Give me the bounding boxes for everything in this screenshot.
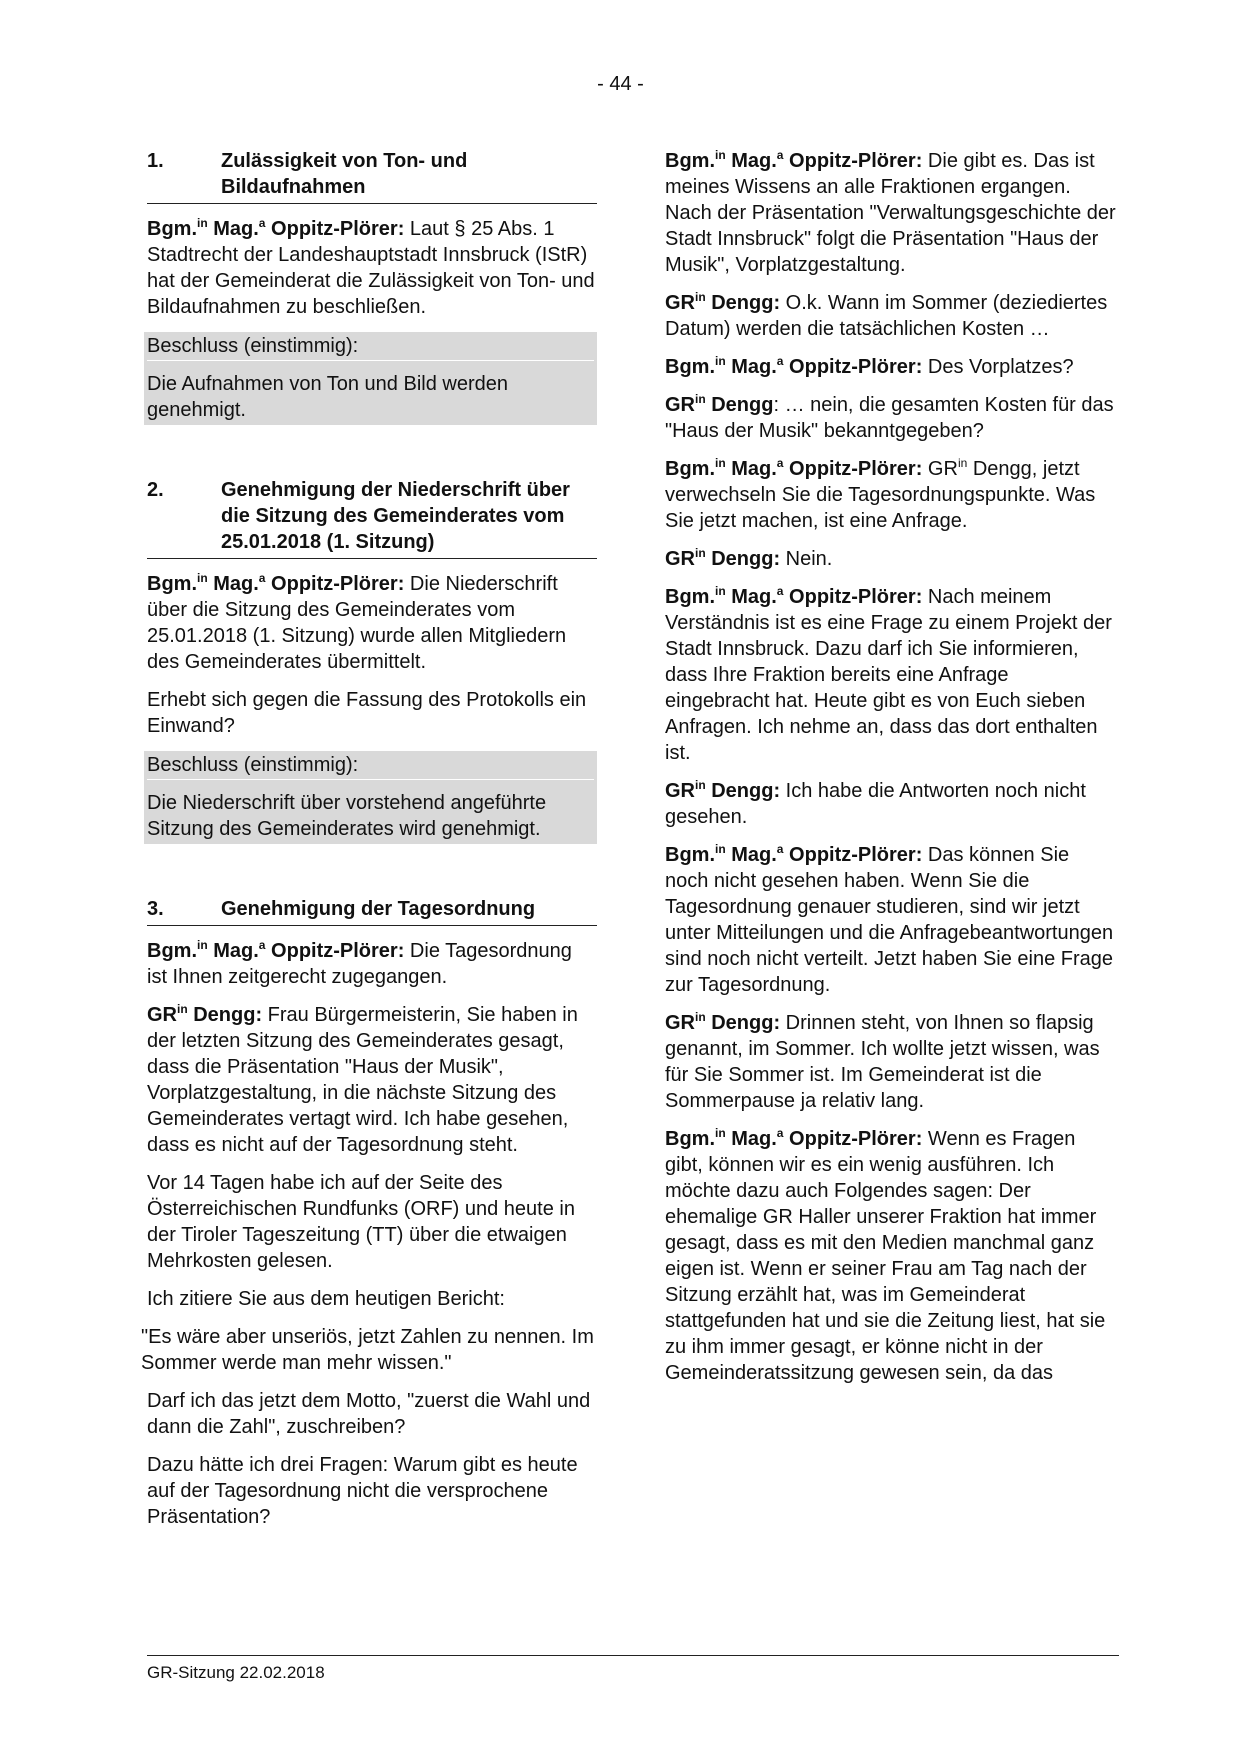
- speaker-name: Bgm.$^{in}$ Mag.$^a$ Oppitz-Plörer:: [665, 456, 923, 480]
- speaker-name: $GR^{in}$ Dengg:: [665, 1010, 781, 1034]
- paragraph: $GR^{in}$ Dengg: Drinnen steht, von Ihnen so flapsig genannt, im Sommer. Ich wollte jetzt wissen, was für Sie Sommer ist. Im Gemeinderat ist die Sommerpause ja relativ lang.: [665, 1010, 1100, 1112]
- speaker-name: Bgm.$^{in}$ Mag.$^a$ Oppitz-Plörer:: [665, 842, 923, 866]
- speaker-name: Bgm.$^{in}$ Mag.$^a$ Oppitz-Plörer:: [665, 354, 923, 378]
- paragraph: Dazu hätte ich drei Fragen: Warum gibt es heute auf der Tagesordnung nicht die versprochene Präsentation?: [147, 1454, 578, 1528]
- paragraph: Bgm.$^{in}$ Mag.$^a$ Oppitz-Plörer: Nach meinem Verständnis ist es eine Frage zu einem Projekt der Stadt Innsbruck. Dazu darf ich Sie informieren, dass Ihre Fraktion bereits eine Anfrage eingebracht hat. Heute gibt es von Euch sieben Anfragen. Ich nehme an, dass das dort enthalten ist.: [665, 584, 1112, 764]
- left-column: [141, 148, 597, 1542]
- speaker-name: $GR^{in}$ Dengg:: [665, 546, 781, 570]
- speaker-name: Bgm.$^{in}$ Mag.$^a$ Oppitz-Plörer:: [665, 1126, 923, 1150]
- speaker-name: $GR^{in}$ Dengg:: [665, 290, 781, 314]
- paragraph: $GR^{in}$ Dengg: Nein.: [665, 546, 833, 570]
- paragraph: Bgm.$^{in}$ Mag.$^a$ Oppitz-Plörer: Das können Sie noch nicht gesehen haben. Wenn Sie die Tagesordnung genauer studieren, sind wir jetzt unter Mitteilungen und die Anfragebeantwortungen sind noch nicht verteilt. Jetzt haben Sie eine Frage zur Tagesordnung.: [665, 842, 1114, 996]
- speaker-name: Bgm.$^{in}$ Mag.$^a$ Oppitz-Plörer:: [665, 148, 923, 172]
- resolution-box: Beschluss (einstimmig): Die Aufnahmen von Ton und Bild werden genehmigt.: [144, 332, 597, 425]
- paragraph: $GR^{in}$ Dengg: Frau Bürgermeisterin, Sie haben in der letzten Sitzung des Gemeinderates gesagt, dass die Präsentation "Haus der Musik", Vorplatzgestaltung, in die nächste Sitzung des Gemeinderates vertagt wird. Ich habe gesehen, dass es nicht auf der Tagesordnung steht.: [147, 1002, 578, 1156]
- paragraph: Bgm.$^{in}$ Mag.$^a$ Oppitz-Plörer: Die Niederschrift über die Sitzung des Gemeinderates vom 25.01.2018 (1. Sitzung) wurde allen Mitgliedern des Gemeinderates übermittelt.: [147, 571, 567, 673]
- right-column: [665, 148, 1117, 1398]
- paragraph: $GR^{in}$ Dengg: Ich habe die Antworten noch nicht gesehen.: [665, 778, 1086, 828]
- paragraph: $GR^{in}$ Dengg: … nein, die gesamten Kosten für das "Haus der Musik" bekanntgegeben?: [665, 392, 1114, 442]
- speaker-name: $GR^{in}$ Dengg:: [665, 778, 781, 802]
- paragraph: Bgm.$^{in}$ Mag.$^a$ Oppitz-Plörer: $GR^{in}$ Dengg, jetzt verwechseln Sie die Tagesordnungspunkte. Was Sie jetzt machen, ist eine Anfrage.: [665, 456, 1096, 532]
- speaker-name: Bgm.$^{in}$ Mag.$^a$ Oppitz-Plörer:: [147, 216, 405, 240]
- paragraph: Bgm.$^{in}$ Mag.$^a$ Oppitz-Plörer: Die gibt es. Das ist meines Wissens an alle Fraktionen ergangen. Nach der Präsentation "Verwaltungsgeschichte der Stadt Innsbruck" folgt die Präsentation "Haus der Musik", Vorplatzgestaltung.: [665, 148, 1116, 276]
- page-footer: GR-Sitzung 22.02.2018: [147, 1655, 1119, 1683]
- paragraph: Vor 14 Tagen habe ich auf der Seite des Österreichischen Rundfunks (ORF) und heute in der Tiroler Tageszeitung (TT) über die etwaigen Mehrkosten gelesen.: [147, 1172, 575, 1272]
- section-heading-3: 3. Genehmigung der Tagesordnung: [147, 896, 597, 926]
- speaker-name: Bgm.$^{in}$ Mag.$^a$ Oppitz-Plörer:: [147, 938, 405, 962]
- paragraph: $GR^{in}$ Dengg: O.k. Wann im Sommer (deziediertes Datum) werden die tatsächlichen Kosten …: [665, 290, 1108, 340]
- speaker-name: Bgm.$^{in}$ Mag.$^a$ Oppitz-Plörer:: [147, 571, 405, 595]
- speaker-name: $GR^{in}$ Dengg:: [147, 1002, 263, 1026]
- paragraph: Bgm.$^{in}$ Mag.$^a$ Oppitz-Plörer: Die Tagesordnung ist Ihnen zeitgerecht zugegangen.: [147, 938, 572, 988]
- paragraph: Bgm.$^{in}$ Mag.$^a$ Oppitz-Plörer: Laut § 25 Abs. 1 Stadtrecht der Landeshauptstadt Innsbruck (IStR) hat der Gemeinderat die Zulässigkeit von Ton- und Bildaufnahmen zu beschließen.: [147, 216, 595, 318]
- section-heading-2: 2. Genehmigung der Niederschrift über die Sitzung des Gemeinderates vom 25.01.2018 (1. Sitzung): [147, 477, 597, 559]
- paragraph: Ich zitiere Sie aus dem heutigen Bericht:: [147, 1288, 505, 1310]
- paragraph: Bgm.$^{in}$ Mag.$^a$ Oppitz-Plörer: Des Vorplatzes?: [665, 354, 1074, 378]
- paragraph: Erhebt sich gegen die Fassung des Protokolls ein Einwand?: [147, 689, 587, 737]
- section-heading-1: 1. Zulässigkeit von Ton- und Bildaufnahmen: [147, 148, 597, 204]
- page-number: - 44 -: [597, 73, 644, 95]
- resolution-box: Beschluss (einstimmig): Die Niederschrift über vorstehend angeführte Sitzung des Gemeinderates wird genehmigt.: [144, 751, 597, 844]
- paragraph: Bgm.$^{in}$ Mag.$^a$ Oppitz-Plörer: Wenn es Fragen gibt, können wir es ein wenig ausführen. Ich möchte dazu auch Folgendes sagen: Der ehemalige GR Haller unserer Fraktion hat immer gesagt, dass es mit den Medien manchmal ganz eigen ist. Wenn er seiner Frau am Tag nach der Sitzung erzählt hat, was im Gemeinderat stattgefunden hat und sie die Zeitung liest, hat sie zu ihm immer gesagt, er könne nicht in der Gemeinderatssitzung gewesen sein, da das: [665, 1126, 1106, 1384]
- paragraph: Darf ich das jetzt dem Motto, "zuerst die Wahl und dann die Zahl", zuschreiben?: [147, 1390, 591, 1438]
- speaker-name: $GR^{in}$ Dengg: [665, 392, 774, 416]
- speaker-name: Bgm.$^{in}$ Mag.$^a$ Oppitz-Plörer:: [665, 584, 923, 608]
- quote-paragraph: "Es wäre aber unseriös, jetzt Zahlen zu nennen. Im Sommer werde man mehr wissen.": [141, 1326, 594, 1374]
